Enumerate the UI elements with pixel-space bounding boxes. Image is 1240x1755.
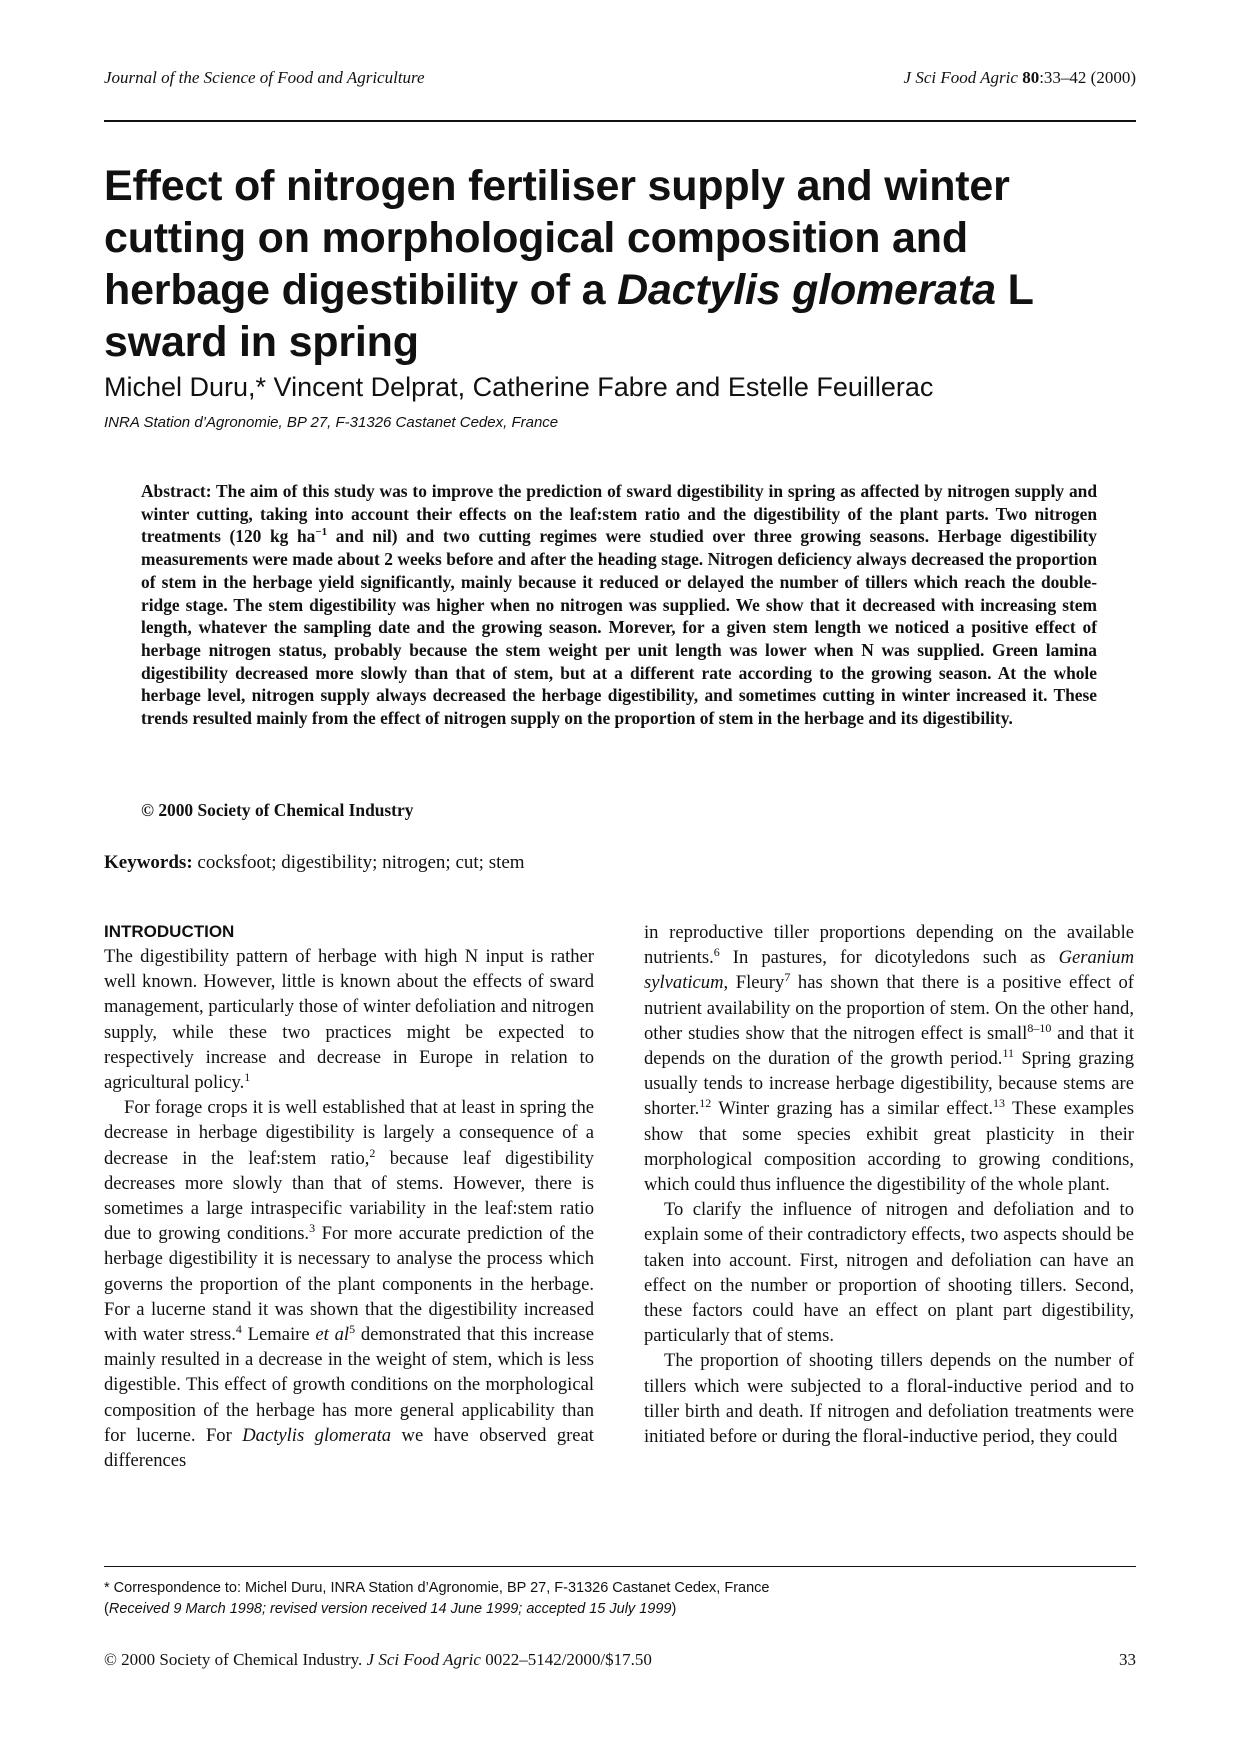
text: demonstrated that this increase mainly resulted in a decrease in the weight of stem, which is less digestible. This effect of growth conditions on the morphological composition of the herbage has more general applicability than for lucerne. For: [104, 1324, 595, 1446]
text: we have observed great differences: [104, 1424, 594, 1472]
text: in reproductive tiller proportions depending on the available nutrients.: [644, 922, 1134, 969]
title-species: Dactylis glomerata: [617, 266, 996, 314]
text: because leaf digestibility decreases more slowly than that of stems. However, there is sometimes a large intraspecific variability in the leaf:stem ratio due to growing conditions.: [104, 1147, 594, 1245]
text: has shown that there is a positive effect of nutrient availability on the proportion of stem. On the other hand, other studies show that the nitrogen effect is small: [644, 972, 1135, 1044]
reference-mark: 1: [244, 1069, 251, 1084]
abstract-superscript: −1: [315, 526, 328, 539]
abstract: [141, 480, 1097, 730]
journal-name: Journal of the Science of Food and Agriculture: [104, 68, 425, 87]
right-column: [644, 920, 1134, 1449]
author-list: Michel Duru,* Vincent Delprat, Catherine Fabre and Estelle Feuillerac: [104, 372, 934, 402]
footer-copyright-text: © 2000 Society of Chemical Industry.: [104, 1650, 367, 1669]
reference-mark: 11: [1002, 1045, 1015, 1060]
reference-mark: 13: [993, 1096, 1005, 1111]
footer-copyright: [104, 1650, 652, 1670]
abstract-text-2: and nil) and two cutting regimes were studied over three growing seasons. Herbage digestibility measurements were made about 2 weeks before and after the heading stage. Nitrogen deficiency always decreased the proportion of stem in the herbage yield significantly, mainly because it reduced or delayed the number of tillers which reach the double-ridge stage. The stem digestibility was higher when no nitrogen was supplied. We show that it decreased with increasing stem length, whatever the sampling date and the growing season. Morever, for a given stem length we noticed a positive effect of herbage nitrogen status, probably because the stem weight per unit length was lower when N was supplied. Green lamina digestibility decreased more slowly than that of stem, but at a different rate according to the growing season. At the whole herbage level, nitrogen supply always decreased the herbage digestibility, and sometimes cutting in winter increased it. These trends resulted mainly from the effect of nitrogen supply on the proportion of stem in the herbage and its digestibility.: [141, 526, 1097, 729]
footer-journal: J Sci Food Agric: [366, 1650, 481, 1669]
affiliation: INRA Station d’Agronomie, BP 27, F-31326 Castanet Cedex, France: [104, 414, 559, 431]
citation-journal: J Sci Food Agric: [903, 68, 1018, 87]
text: For more accurate prediction of the herbage digestibility it is necessary to analyse the process which governs the proportion of the plant components in the herbage. For a lucerne stand it was shown that the digestibility increased with water stress.: [104, 1223, 594, 1346]
text: The digestibility pattern of herbage with high N input is rather well known. However, little is known about the effects of sward management, particularly those of winter defoliation and nitrogen supply, while these two practices might be expected to respectively increase and decrease in Europe in relation to agricultural policy.: [104, 946, 594, 1094]
reference-mark: 8–10: [1027, 1020, 1052, 1035]
keywords: [104, 852, 525, 874]
abstract-text-1: Abstract: The aim of this study was to improve the prediction of sward digestibility in spring as affected by nitrogen supply and winter cutting, taking into account their effects on the leaf:stem ratio and the digestibility of the plant parts. Two nitrogen treatments (120 kg ha: [141, 481, 1097, 547]
footnote: [104, 1578, 769, 1620]
reference-mark: 3: [309, 1221, 316, 1236]
text: Lemaire: [241, 1324, 316, 1346]
reference-mark: 6: [713, 945, 720, 960]
received-dates-text: Received 9 March 1998; revised version received 14 June 1999; accepted 15 July 1999: [108, 1601, 672, 1617]
left-column: [104, 920, 594, 1473]
keywords-label: Keywords:: [104, 852, 193, 873]
paragraph: The proportion of shooting tillers depends on the number of tillers which were subjected to a floral-inductive period and to tiller birth and death. If nitrogen and defoliation treatments were initiated before or during the floral-inductive period, they could: [644, 1350, 1134, 1448]
text: For forage crops it is well established that at least in spring the decrease in herbage digestibility is largely a consequence of a decrease in the leaf:stem ratio,: [104, 1097, 594, 1169]
text: Spring grazing usually tends to increase herbage digestibility, because stems are shorter.: [644, 1048, 1134, 1120]
correspondence-note: * Correspondence to: Michel Duru, INRA Station d’Agronomie, BP 27, F-31326 Castanet Cedex, France: [104, 1580, 770, 1596]
title-text-2: L sward in spring: [104, 266, 1033, 366]
citation-pages: :33–42 (2000): [1039, 68, 1136, 87]
paragraph: [104, 944, 594, 1095]
header-rule: [104, 120, 1136, 122]
paragraph: [644, 920, 1134, 1197]
reference-mark: 2: [369, 1145, 376, 1160]
reference-mark: 4: [235, 1321, 242, 1336]
text: Winter grazing has a similar effect.: [711, 1098, 993, 1120]
article-title: [104, 160, 1124, 368]
text-italic: et al: [315, 1324, 350, 1346]
text-italic: Geranium sylvaticum: [644, 947, 1134, 994]
text: , Fleury: [723, 972, 785, 994]
received-dates: (Received 9 March 1998; revised version received 14 June 1999; accepted 15 July 1999): [104, 1601, 677, 1617]
text-italic: Dactylis glomerata: [242, 1424, 392, 1446]
running-head: [104, 68, 1136, 94]
section-heading-introduction: INTRODUCTION: [104, 922, 235, 941]
text: and that it depends on the duration of the growth period.: [644, 1022, 1134, 1070]
paragraph: [104, 1095, 594, 1473]
reference-mark: 12: [699, 1096, 712, 1111]
reference-mark: 5: [349, 1321, 356, 1336]
citation: [904, 68, 1136, 88]
citation-volume: 80: [1022, 68, 1040, 87]
abstract-copyright: © 2000 Society of Chemical Industry: [141, 800, 414, 820]
reference-mark: 7: [784, 970, 791, 985]
keywords-list: cocksfoot; digestibility; nitrogen; cut; stem: [192, 852, 525, 873]
text: These examples show that some species exhibit great plasticity in their morphological composition according to growing conditions, which could thus influence the digestibility of the whole plant.: [644, 1098, 1134, 1196]
footer-issn: 0022–5142/2000/$17.50: [480, 1650, 652, 1669]
text: In pastures, for dicotyledons such as: [719, 947, 1059, 969]
paragraph: To clarify the influence of nitrogen and defoliation and to explain some of their contradictory effects, two aspects should be taken into account. First, nitrogen and defoliation can have an effect on the number or proportion of shooting tillers. Second, these factors could have an effect on plant part digestibility, particularly that of stems.: [644, 1199, 1134, 1347]
page-number: 33: [1119, 1650, 1136, 1669]
footnote-rule: [104, 1566, 1136, 1567]
title-text-1: Effect of nitrogen fertiliser supply and winter cutting on morphological composition and herbage digestibility of a: [104, 162, 1010, 314]
